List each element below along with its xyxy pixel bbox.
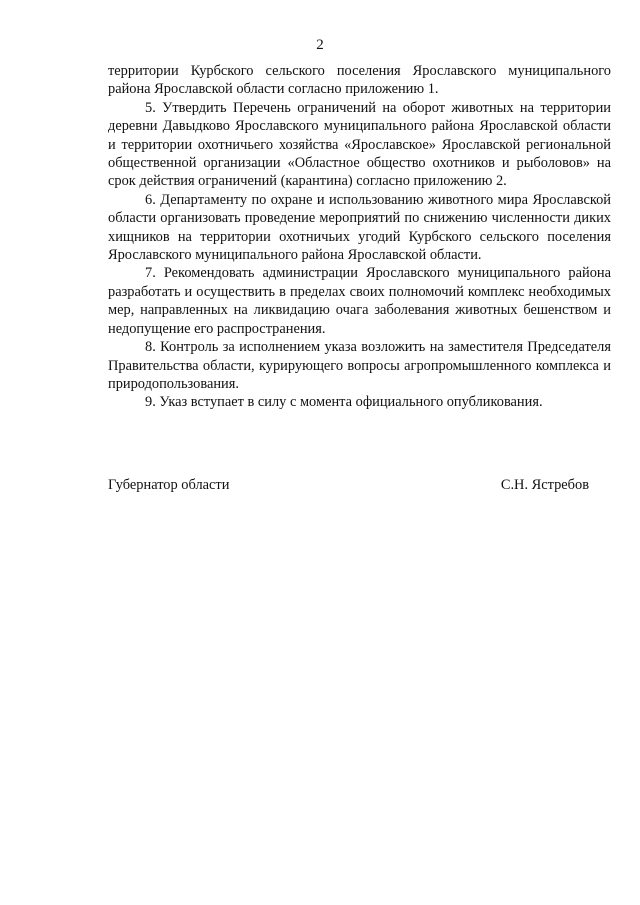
paragraph-item-7: 7. Рекомендовать администрации Ярославского муниципального района разработать и осуществить в пределах своих полномочий комплекс необходимых мер, направленных на ликвидацию очага заболевания животных бешенством и недопущение его распространения. (108, 265, 611, 337)
paragraph-item-8: 8. Контроль за исполнением указа возложить на заместителя Председателя Правительства области, курирующего вопросы агропромышленного комплекса и природопользования. (108, 339, 611, 392)
page-number: 2 (316, 37, 324, 53)
paragraph-item-5: 5. Утвердить Перечень ограничений на оборот животных на территории деревни Давыдково Ярославского муниципального района Ярославской области и территории охотничьего хозяйства «Ярославское» Ярославской региональной общественной организации «Областное общество охотников и рыболовов» на срок действия ограничений (карантина) согласно приложению 2. (108, 99, 611, 190)
document-body (108, 62, 611, 412)
paragraph-item-6: 6. Департаменту по охране и использованию животного мира Ярославской области организовать проведение мероприятий по снижению численности диких хищников на территории охотничьих угодий Курбского сельского поселения Ярославского муниципального района Ярославской области. (108, 191, 611, 264)
paragraph-continuation: территории Курбского сельского поселения Ярославского муниципального района Ярославской области согласно приложению 1. (108, 63, 611, 98)
signature-block (108, 476, 589, 494)
paragraph-item-9: 9. Указ вступает в силу с момента официального опубликования. (145, 394, 543, 411)
signatory-position: Губернатор области (108, 477, 230, 493)
signatory-name: С.Н. Ястребов (500, 477, 589, 493)
